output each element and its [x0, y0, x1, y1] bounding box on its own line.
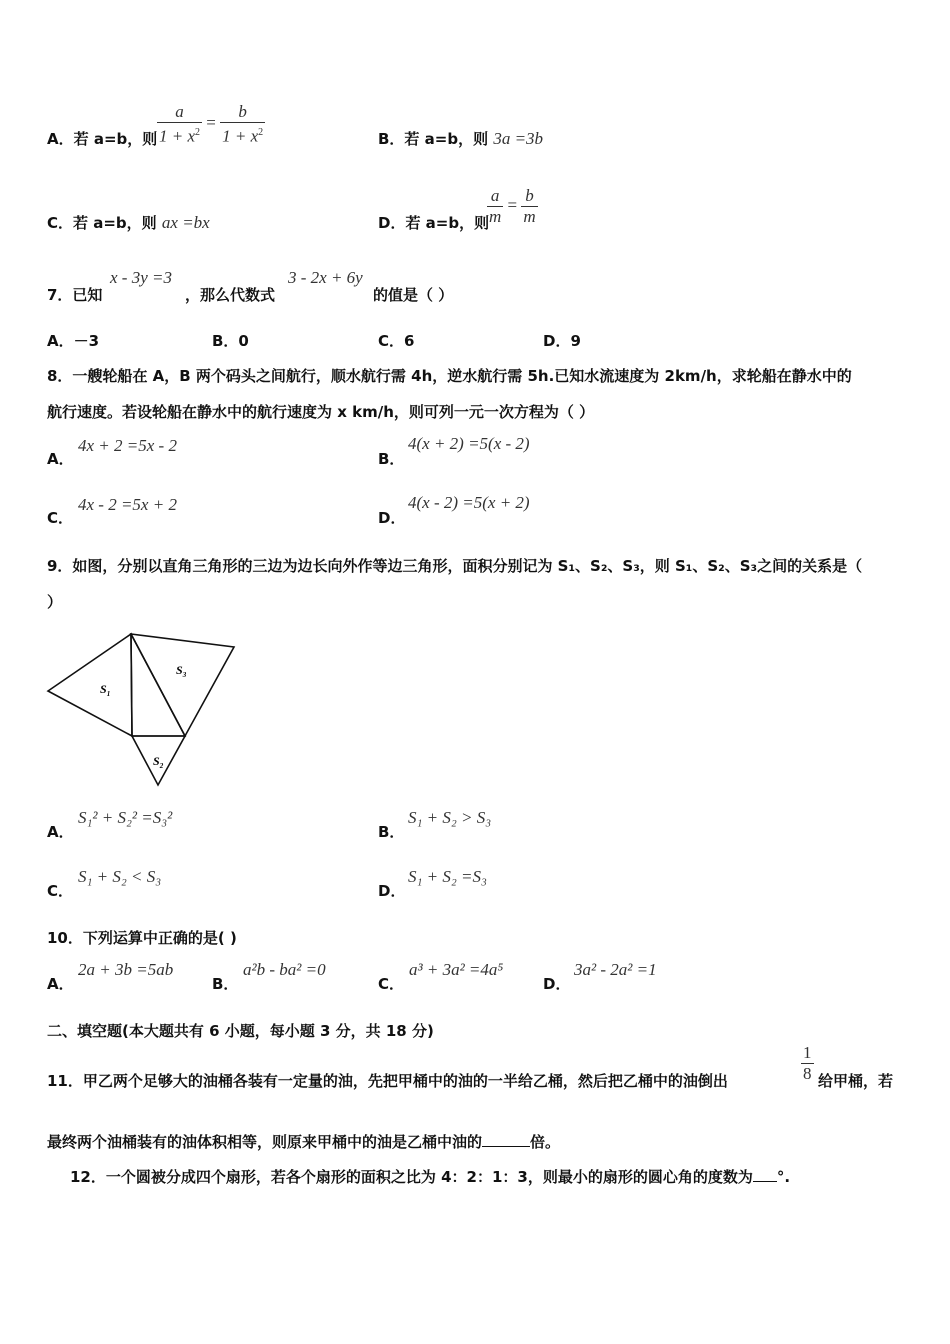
- q8-option-b-math: 4(x + 2) =5(x - 2): [408, 434, 530, 453]
- q12-end: °.: [776, 1168, 791, 1186]
- label-s3: $S_3$: [176, 663, 187, 679]
- q11-line2-end: 倍。: [530, 1133, 561, 1151]
- q8-option-a-math: 4x + 2 =5x - 2: [78, 436, 177, 455]
- fraction-denominator: m: [523, 207, 536, 226]
- fraction-denominator: m: [489, 207, 502, 226]
- equals-sign: =: [206, 113, 216, 133]
- q8-stem-line2: 航行速度。若设轮船在静水中的航行速度为 x km/h，则可列一元一次方程为（ ）: [47, 403, 595, 421]
- equilateral-triangle-s1: [48, 634, 132, 736]
- q7-stem-suffix: 的值是（ ）: [373, 286, 454, 304]
- fraction-numerator: b: [220, 102, 265, 123]
- q6-option-d-label: D．若 a=b，则: [378, 214, 490, 232]
- q10-option-d-label: D．: [543, 975, 571, 993]
- q7-expression-math: 3 - 2x + 6y: [288, 268, 363, 287]
- q6-option-a-math: [157, 102, 265, 147]
- q6-option-c-math: ax =bx: [161, 213, 210, 232]
- q8-option-d-math: 4(x - 2) =5(x + 2): [408, 493, 530, 512]
- equals-sign: =: [507, 195, 518, 215]
- q10-option-a-label: A．: [47, 975, 74, 993]
- exponent: 2: [258, 127, 264, 138]
- q8-option-b-label: B．: [378, 450, 405, 468]
- q8-option-c-label: C．: [47, 509, 74, 527]
- equilateral-triangle-s3: [131, 634, 234, 736]
- q10-option-a-math: 2a + 3b =5ab: [78, 960, 174, 979]
- section-2-title: 二、填空题(本大题共有 6 小题，每小题 3 分，共 18 分): [47, 1022, 434, 1040]
- q6-option-a: [47, 128, 157, 149]
- q11-line2-text: 最终两个油桶装有的油体积相等，则原来甲桶中的油是乙桶中油的: [47, 1133, 483, 1151]
- label-s1: $S_1$: [100, 682, 111, 698]
- fraction-denominator: 8: [803, 1064, 812, 1083]
- fraction-denominator: 1 + x: [222, 126, 259, 146]
- answer-blank[interactable]: [753, 1181, 777, 1182]
- q6-option-d-math: [487, 186, 538, 227]
- q7-stem-prefix: 7．已知: [47, 286, 103, 304]
- fraction-numerator: a: [157, 102, 202, 123]
- fraction-denominator: 1 + x: [159, 126, 196, 146]
- q10-stem: 10．下列运算中正确的是( ): [47, 929, 237, 947]
- q9-option-c-math: S₁ + S₂ < S₃: [78, 867, 162, 886]
- q9-stem-line1: 9．如图，分别以直角三角形的三边为边长向外作等边三角形，面积分别记为 S₁、S₂、S₃，则 S₁、S₂、S₃之间的关系是（: [47, 557, 863, 575]
- q9-triangle-figure: [40, 628, 245, 793]
- right-triangle: [131, 634, 185, 736]
- q10-option-b-math: a²b - ba² =0: [243, 960, 326, 979]
- q7-condition-math: x - 3y =3: [110, 268, 172, 287]
- q6-option-c-label: C．若 a=b，则: [47, 214, 157, 232]
- q7-stem-mid: ，那么代数式: [185, 286, 276, 304]
- q10-option-c-label: C．: [378, 975, 405, 993]
- q9-option-a-math: S₁² + S₂² =S₃²: [78, 808, 173, 827]
- q9-option-d-label: D．: [378, 882, 406, 900]
- q8-option-c-math: 4x - 2 =5x + 2: [78, 495, 177, 514]
- exponent: 2: [195, 127, 201, 138]
- q9-option-d-math: S₁ + S₂ =S₃: [408, 867, 487, 886]
- q9-stem-line2: ）: [47, 593, 63, 611]
- q8-option-a-label: A．: [47, 450, 74, 468]
- q9-option-c-label: C．: [47, 882, 74, 900]
- q8-stem-line1: 8．一艘轮船在 A，B 两个码头之间航行，顺水航行需 4h，逆水航行需 5h.已知水流速度为 2km/h，求轮船在静水中的: [47, 367, 852, 385]
- q11-line2: [47, 1131, 560, 1152]
- q7-option-c: C．6: [378, 332, 415, 350]
- answer-blank[interactable]: [482, 1146, 530, 1147]
- q6-option-c: [47, 212, 210, 233]
- q7-option-b: B．0: [212, 332, 249, 350]
- q6-option-d: [378, 212, 489, 233]
- q7-option-a: A．－3: [47, 332, 100, 350]
- q7-option-d: D．9: [543, 332, 581, 350]
- fraction-numerator: b: [521, 186, 537, 207]
- q6-option-b-math: 3a =3b: [493, 129, 544, 148]
- q10-option-c-math: a³ + 3a² =4a⁵: [409, 960, 504, 979]
- q6-option-a-label: A．若 a=b，则: [47, 130, 158, 148]
- q9-option-a-label: A．: [47, 823, 74, 841]
- fraction-numerator: 1: [803, 1043, 812, 1062]
- q12-line: [70, 1166, 790, 1187]
- q9-option-b-math: S₁ + S₂ > S₃: [408, 808, 492, 827]
- q9-option-b-label: B．: [378, 823, 405, 841]
- q11-fraction: [801, 1043, 814, 1084]
- q10-option-b-label: B．: [212, 975, 239, 993]
- fraction-numerator: a: [487, 186, 503, 207]
- q12-text: 12．一个圆被分成四个扇形，若各个扇形的面积之比为 4：2：1：3，则最小的扇形的圆心角的度数为: [70, 1168, 753, 1186]
- q11-line1-prefix: 11．甲乙两个足够大的油桶各装有一定量的油，先把甲桶中的油的一半给乙桶，然后把乙桶中的油倒出: [47, 1072, 728, 1090]
- q8-option-d-label: D．: [378, 509, 406, 527]
- q6-option-b-label: B．若 a=b，则: [378, 130, 489, 148]
- label-s2: $S_2$: [153, 754, 164, 770]
- q6-option-b: [378, 128, 543, 149]
- q11-line1-suffix: 给甲桶，若: [818, 1072, 894, 1090]
- q10-option-d-math: 3a² - 2a² =1: [574, 960, 657, 979]
